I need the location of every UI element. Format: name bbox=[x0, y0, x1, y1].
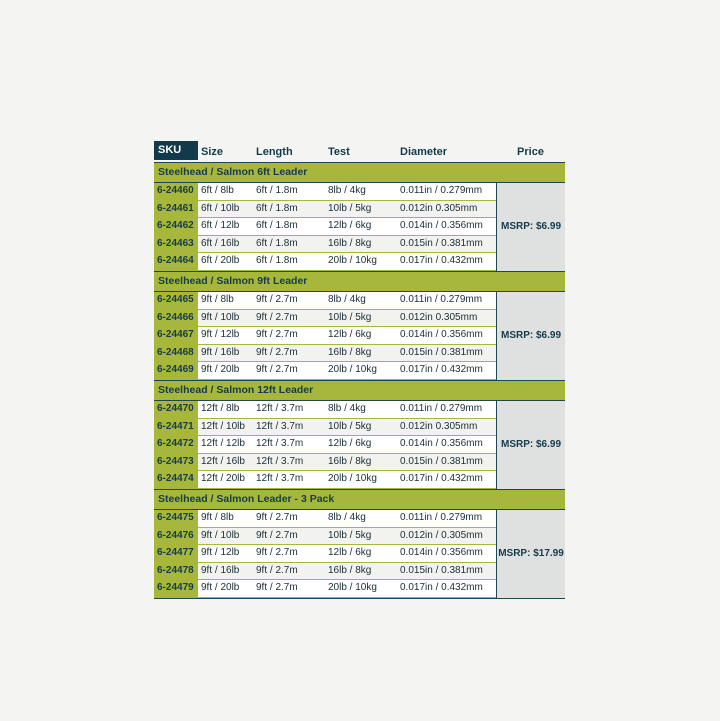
cell-diameter: 0.017in / 0.432mm bbox=[400, 582, 483, 594]
table-row bbox=[154, 419, 496, 437]
cell-sku: 6-24479 bbox=[154, 580, 198, 597]
table-row bbox=[154, 327, 496, 345]
header-test: Test bbox=[328, 146, 350, 158]
cell-sku: 6-24463 bbox=[154, 236, 198, 253]
cell-sku: 6-24467 bbox=[154, 327, 198, 344]
cell-test: 12lb / 6kg bbox=[328, 220, 372, 232]
cell-diameter: 0.015in / 0.381mm bbox=[400, 346, 483, 358]
cell-sku: 6-24469 bbox=[154, 362, 198, 379]
cell-length: 12ft / 3.7m bbox=[256, 438, 304, 450]
cell-length: 9ft / 2.7m bbox=[256, 329, 298, 341]
cell-sku: 6-24465 bbox=[154, 292, 198, 309]
cell-sku: 6-24464 bbox=[154, 253, 198, 270]
header-sku: SKU bbox=[154, 141, 198, 160]
table-row bbox=[154, 362, 496, 380]
table-row bbox=[154, 292, 496, 310]
section-title: Steelhead / Salmon 12ft Leader bbox=[154, 381, 565, 401]
cell-size: 6ft / 10lb bbox=[201, 202, 240, 214]
cell-length: 6ft / 1.8m bbox=[256, 237, 298, 249]
cell-size: 9ft / 12lb bbox=[201, 547, 240, 559]
cell-length: 9ft / 2.7m bbox=[256, 346, 298, 358]
cell-sku: 6-24473 bbox=[154, 454, 198, 471]
table-row bbox=[154, 454, 496, 472]
section-group bbox=[154, 292, 565, 380]
cell-size: 9ft / 10lb bbox=[201, 311, 240, 323]
cell-diameter: 0.014in / 0.356mm bbox=[400, 547, 483, 559]
cell-length: 9ft / 2.7m bbox=[256, 311, 298, 323]
section-title: Steelhead / Salmon 6ft Leader bbox=[154, 163, 565, 183]
section-rows bbox=[154, 292, 496, 380]
table-row bbox=[154, 580, 496, 598]
cell-length: 6ft / 1.8m bbox=[256, 255, 298, 267]
table-row bbox=[154, 545, 496, 563]
cell-diameter: 0.015in / 0.381mm bbox=[400, 455, 483, 467]
cell-test: 16lb / 8kg bbox=[328, 346, 372, 358]
cell-diameter: 0.012in 0.305mm bbox=[400, 202, 478, 214]
table-row bbox=[154, 471, 496, 489]
cell-length: 9ft / 2.7m bbox=[256, 293, 298, 305]
cell-diameter: 0.014in / 0.356mm bbox=[400, 329, 483, 341]
cell-diameter: 0.012in / 0.305mm bbox=[400, 529, 483, 541]
cell-diameter: 0.012in 0.305mm bbox=[400, 420, 478, 432]
cell-sku: 6-24475 bbox=[154, 510, 198, 527]
cell-test: 12lb / 6kg bbox=[328, 438, 372, 450]
cell-size: 6ft / 8lb bbox=[201, 185, 234, 196]
cell-test: 8lb / 4kg bbox=[328, 293, 366, 305]
cell-size: 9ft / 16lb bbox=[201, 346, 240, 358]
cell-test: 20lb / 10kg bbox=[328, 364, 377, 376]
table-section bbox=[154, 489, 565, 598]
header-diameter: Diameter bbox=[400, 146, 448, 158]
cell-size: 12ft / 10lb bbox=[201, 420, 245, 432]
cell-sku: 6-24462 bbox=[154, 218, 198, 235]
table-row bbox=[154, 253, 496, 271]
cell-diameter: 0.011in / 0.279mm bbox=[400, 511, 483, 523]
cell-test: 8lb / 4kg bbox=[328, 402, 366, 414]
cell-length: 12ft / 3.7m bbox=[256, 473, 304, 485]
cell-size: 9ft / 12lb bbox=[201, 329, 240, 341]
cell-diameter: 0.015in / 0.381mm bbox=[400, 564, 483, 576]
table-row bbox=[154, 401, 496, 419]
cell-size: 12ft / 12lb bbox=[201, 438, 245, 450]
section-price: MSRP: $6.99 bbox=[496, 401, 565, 489]
section-group bbox=[154, 510, 565, 598]
cell-length: 6ft / 1.8m bbox=[256, 185, 298, 196]
cell-test: 16lb / 8kg bbox=[328, 564, 372, 576]
cell-size: 9ft / 20lb bbox=[201, 364, 240, 376]
cell-diameter: 0.017in / 0.432mm bbox=[400, 364, 483, 376]
section-rows bbox=[154, 401, 496, 489]
cell-size: 6ft / 12lb bbox=[201, 220, 240, 232]
cell-test: 10lb / 5kg bbox=[328, 202, 372, 214]
cell-test: 16lb / 8kg bbox=[328, 455, 372, 467]
cell-test: 10lb / 5kg bbox=[328, 529, 372, 541]
cell-length: 6ft / 1.8m bbox=[256, 202, 298, 214]
cell-sku: 6-24474 bbox=[154, 471, 198, 488]
table-row bbox=[154, 510, 496, 528]
table-row bbox=[154, 218, 496, 236]
cell-length: 9ft / 2.7m bbox=[256, 511, 298, 523]
table-body bbox=[154, 162, 565, 598]
cell-diameter: 0.017in / 0.432mm bbox=[400, 255, 483, 267]
table-row bbox=[154, 436, 496, 454]
section-price: MSRP: $17.99 bbox=[496, 510, 565, 598]
cell-diameter: 0.015in / 0.381mm bbox=[400, 237, 483, 249]
cell-length: 12ft / 3.7m bbox=[256, 455, 304, 467]
section-rows bbox=[154, 510, 496, 598]
cell-diameter: 0.011in / 0.279mm bbox=[400, 293, 483, 305]
header-size: Size bbox=[201, 146, 224, 158]
cell-length: 9ft / 2.7m bbox=[256, 582, 298, 594]
cell-length: 6ft / 1.8m bbox=[256, 220, 298, 232]
cell-length: 9ft / 2.7m bbox=[256, 364, 298, 376]
section-rows bbox=[154, 183, 496, 271]
table-row bbox=[154, 310, 496, 328]
table-row bbox=[154, 345, 496, 363]
cell-diameter: 0.012in 0.305mm bbox=[400, 311, 478, 323]
cell-size: 9ft / 20lb bbox=[201, 582, 240, 594]
section-price: MSRP: $6.99 bbox=[496, 292, 565, 380]
section-group bbox=[154, 183, 565, 271]
cell-sku: 6-24460 bbox=[154, 183, 198, 200]
cell-size: 12ft / 8lb bbox=[201, 402, 240, 414]
table-section bbox=[154, 271, 565, 380]
cell-diameter: 0.014in / 0.356mm bbox=[400, 438, 483, 450]
cell-test: 16lb / 8kg bbox=[328, 237, 372, 249]
cell-sku: 6-24476 bbox=[154, 528, 198, 545]
cell-sku: 6-24471 bbox=[154, 419, 198, 436]
cell-test: 12lb / 6kg bbox=[328, 547, 372, 559]
cell-size: 9ft / 10lb bbox=[201, 529, 240, 541]
cell-sku: 6-24468 bbox=[154, 345, 198, 362]
table-section bbox=[154, 162, 565, 271]
cell-size: 9ft / 8lb bbox=[201, 293, 234, 305]
cell-test: 20lb / 10kg bbox=[328, 582, 377, 594]
table-row bbox=[154, 563, 496, 581]
cell-test: 8lb / 4kg bbox=[328, 511, 366, 523]
cell-sku: 6-24461 bbox=[154, 201, 198, 218]
cell-test: 20lb / 10kg bbox=[328, 473, 377, 485]
cell-size: 9ft / 16lb bbox=[201, 564, 240, 576]
header-length: Length bbox=[256, 146, 293, 158]
cell-length: 9ft / 2.7m bbox=[256, 529, 298, 541]
table-row bbox=[154, 528, 496, 546]
cell-test: 20lb / 10kg bbox=[328, 255, 377, 267]
cell-test: 10lb / 5kg bbox=[328, 311, 372, 323]
table-section bbox=[154, 380, 565, 489]
cell-sku: 6-24470 bbox=[154, 401, 198, 418]
cell-size: 6ft / 20lb bbox=[201, 255, 240, 267]
cell-length: 12ft / 3.7m bbox=[256, 402, 304, 414]
cell-sku: 6-24478 bbox=[154, 563, 198, 580]
cell-size: 12ft / 20lb bbox=[201, 473, 245, 485]
cell-length: 12ft / 3.7m bbox=[256, 420, 304, 432]
cell-size: 12ft / 16lb bbox=[201, 455, 245, 467]
cell-sku: 6-24472 bbox=[154, 436, 198, 453]
section-price: MSRP: $6.99 bbox=[496, 183, 565, 271]
cell-size: 6ft / 16lb bbox=[201, 237, 240, 249]
cell-diameter: 0.014in / 0.356mm bbox=[400, 220, 483, 232]
cell-length: 9ft / 2.7m bbox=[256, 547, 298, 559]
cell-sku: 6-24477 bbox=[154, 545, 198, 562]
table-row bbox=[154, 183, 496, 201]
cell-length: 9ft / 2.7m bbox=[256, 564, 298, 576]
header-price: Price bbox=[517, 146, 544, 158]
section-title: Steelhead / Salmon 9ft Leader bbox=[154, 272, 565, 292]
cell-diameter: 0.011in / 0.279mm bbox=[400, 185, 483, 196]
product-spec-table bbox=[154, 141, 565, 599]
cell-test: 12lb / 6kg bbox=[328, 329, 372, 341]
section-title: Steelhead / Salmon Leader - 3 Pack bbox=[154, 490, 565, 510]
cell-test: 8lb / 4kg bbox=[328, 185, 366, 196]
cell-size: 9ft / 8lb bbox=[201, 511, 234, 523]
table-header bbox=[154, 141, 565, 160]
table-row bbox=[154, 201, 496, 219]
section-group bbox=[154, 401, 565, 489]
cell-test: 10lb / 5kg bbox=[328, 420, 372, 432]
cell-sku: 6-24466 bbox=[154, 310, 198, 327]
cell-diameter: 0.017in / 0.432mm bbox=[400, 473, 483, 485]
table-row bbox=[154, 236, 496, 254]
table-bottom-rule bbox=[154, 598, 565, 599]
cell-diameter: 0.011in / 0.279mm bbox=[400, 402, 483, 414]
